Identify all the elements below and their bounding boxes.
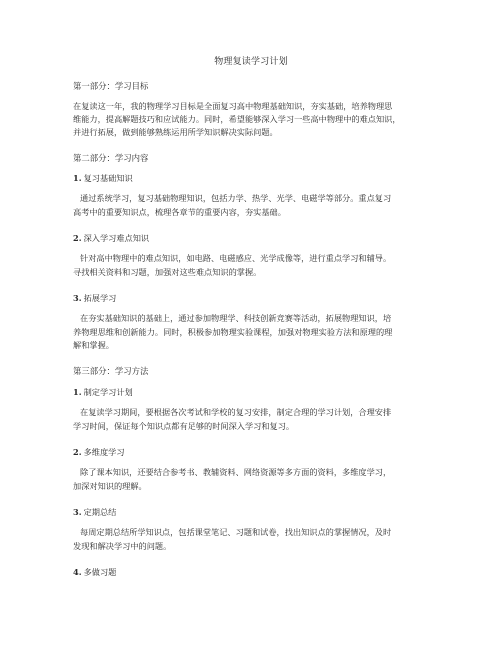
paragraph-line: 养物理思维和创新能力。同时，积极参加物理实验课程，加强对物理实验方法和原理的理 <box>73 327 393 337</box>
section-heading-content: 第二部分：学习内容 <box>73 153 149 163</box>
list-item-heading <box>73 172 445 184</box>
list-item-heading <box>73 232 445 244</box>
paragraph-line: 每周定期总结所学知识点，包括课堂笔记、习题和试卷，找出知识点的掌握情况，及时 <box>80 527 392 537</box>
list-item-number: 2. <box>73 447 82 457</box>
list-item-number: 3. <box>73 293 82 303</box>
document-title: 物理复读学习计划 <box>214 57 288 67</box>
paragraph-line: 通过系统学习，复习基础物理知识，包括力学、热学、光学、电磁学等部分。重点复习 <box>80 193 392 203</box>
list-item-heading <box>73 446 445 458</box>
paragraph-line: 学习时间，保证每个知识点都有足够的时间深入学习和复习。 <box>73 421 295 431</box>
list-item-label: 制定学习计划 <box>83 387 133 397</box>
list-item-heading <box>73 506 445 518</box>
paragraph-line: 除了课本知识，还要结合参考书、教辅资料、网络资源等多方面的资料，多维度学习， <box>80 467 392 477</box>
paragraph-line: 发现和解决学习中的问题。 <box>73 541 172 551</box>
paragraph-line: 在夯实基础知识的基础上，通过参加物理学、科技创新竞赛等活动，拓展物理知识，培 <box>80 313 392 323</box>
list-item-number: 2. <box>73 233 82 243</box>
list-item-label: 多做习题 <box>83 567 117 577</box>
list-item-number: 1. <box>73 387 82 397</box>
list-item-number: 3. <box>73 507 82 517</box>
paragraph-line: 解和掌握。 <box>73 340 114 350</box>
section-heading-methods: 第三部分：学习方法 <box>73 366 149 376</box>
list-item-heading <box>73 386 445 398</box>
list-item-label: 拓展学习 <box>83 293 117 303</box>
section-heading-goals: 第一部分：学习目标 <box>73 81 149 91</box>
paragraph-line: 维能力，提高解题技巧和应试能力。同时，希望能够深入学习一些高中物理中的难点知识， <box>73 114 401 124</box>
list-item-heading <box>73 292 445 304</box>
list-item-number: 4. <box>73 567 82 577</box>
paragraph-line: 在复读这一年，我的物理学习目标是全面复习高中物理基础知识，夯实基础，培养物理思 <box>73 101 393 111</box>
list-item-label: 深入学习难点知识 <box>83 233 150 243</box>
list-item-label: 多维度学习 <box>83 447 125 457</box>
list-item-label: 复习基础知识 <box>83 173 133 183</box>
paragraph-line: 在复读学习期间，要根据各次考试和学校的复习安排，制定合理的学习计划，合理安排 <box>80 407 392 417</box>
paragraph-line: 加深对知识的理解。 <box>73 481 147 491</box>
paragraph-line: 针对高中物理中的难点知识，如电路、电磁感应、光学成像等，进行重点学习和辅导。 <box>80 253 392 263</box>
paragraph-line: 高考中的重要知识点，梳理各章节的重要内容，夯实基础。 <box>73 207 286 217</box>
list-item-number: 1. <box>73 173 82 183</box>
paragraph-line: 寻找相关资料和习题，加强对这些难点知识的掌握。 <box>73 267 262 277</box>
list-item-label: 定期总结 <box>83 507 117 517</box>
paragraph-line: 并进行拓展，做到能够熟练运用所学知识解决实际问题。 <box>73 127 278 137</box>
list-item-heading <box>73 566 445 578</box>
